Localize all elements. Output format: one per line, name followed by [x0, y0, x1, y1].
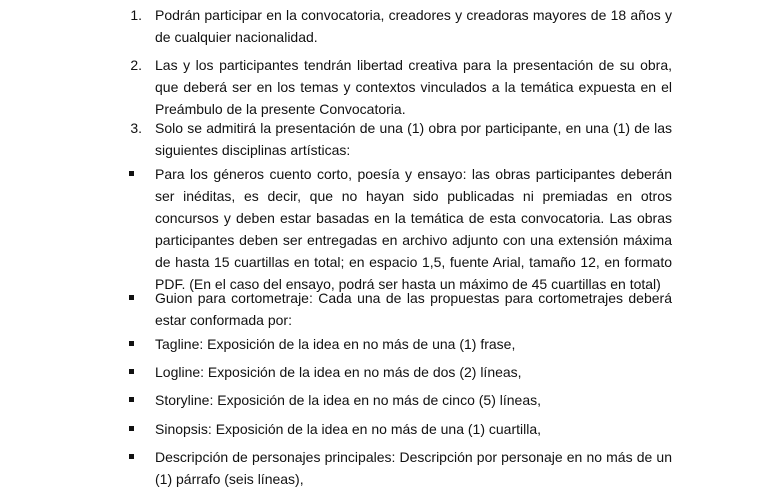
item-number: 3. — [130, 120, 142, 136]
square-bullet-icon — [129, 454, 134, 459]
square-bullet-icon — [129, 295, 134, 300]
item-text: Las y los participantes tendrán libertad creativa para la presentación de su obra, que deberá ser en los temas y contextos vinculados a la temática expuesta en el Preámbulo de la presente Convocatoria. — [155, 57, 672, 117]
item-number: 1. — [130, 7, 142, 23]
square-bullet-icon — [129, 369, 134, 374]
item-text: Podrán participar en la convocatoria, creadores y creadoras mayores de 18 años y de cualquier nacionalidad. — [155, 7, 672, 45]
square-bullet-icon — [129, 426, 134, 431]
item-text: Solo se admitirá la presentación de una (1) obra por participante, en una (1) de las siguientes disciplinas artísticas: — [155, 120, 672, 158]
item-text: Tagline: Exposición de la idea en no más de una (1) frase, — [155, 336, 516, 352]
square-bullet-icon — [129, 341, 134, 346]
item-text: Sinopsis: Exposición de la idea en no más de una (1) cuartilla, — [155, 421, 541, 437]
item-text: Storyline: Exposición de la idea en no más de cinco (5) líneas, — [155, 392, 541, 408]
item-text: Guion para cortometraje: Cada una de las propuestas para cortometrajes deberá estar conformada por: — [155, 290, 672, 328]
item-text: Descripción de personajes principales: Descripción por personaje en no más de un (1) párrafo (seis líneas), — [155, 449, 672, 487]
square-bullet-icon — [129, 171, 134, 176]
item-text: Logline: Exposición de la idea en no más de dos (2) líneas, — [155, 364, 522, 380]
item-number: 2. — [130, 57, 142, 73]
square-bullet-icon — [129, 397, 134, 402]
item-text: Para los géneros cuento corto, poesía y ensayo: las obras participantes deberán ser inéditas, es decir, que no hayan sido publicadas ni premiadas en otros concursos y deben estar basadas en la temática de esta convocatoria. Las obras participantes deben ser entregadas en archivo adjunto con una extensión máxima de hasta 15 cuartillas en total; en espacio 1,5, fuente Arial, tamaño 12, en formato PDF. (En el caso del ensayo, podrá ser hasta un máximo de 45 cuartillas en total) — [155, 166, 672, 292]
